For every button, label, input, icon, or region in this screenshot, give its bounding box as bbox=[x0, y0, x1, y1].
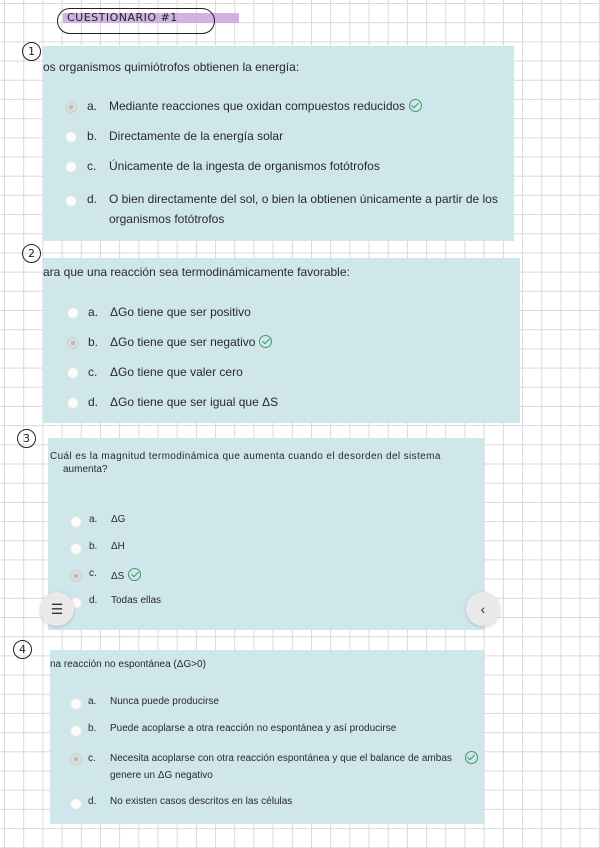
option-text: Todas ellas bbox=[111, 595, 162, 606]
radio[interactable] bbox=[65, 131, 77, 143]
radio-selected[interactable] bbox=[67, 337, 79, 349]
option-1b[interactable]: b. Directamente de la energía solar bbox=[65, 129, 283, 143]
option-text: ΔGo tiene que valer cero bbox=[110, 365, 243, 379]
option-1c[interactable]: c. Únicamente de la ingesta de organismos fotótrofos bbox=[65, 159, 380, 173]
radio-selected[interactable] bbox=[70, 753, 82, 765]
option-text: ΔGo tiene que ser igual que ΔS bbox=[110, 395, 279, 409]
correct-check-icon bbox=[465, 751, 478, 764]
option-text: Mediante reacciones que oxidan compuestos reducidos bbox=[109, 99, 406, 113]
option-3b[interactable]: b. ΔH bbox=[70, 541, 125, 555]
radio[interactable] bbox=[70, 543, 82, 555]
question-card-1 bbox=[43, 46, 514, 241]
option-3c[interactable]: c. ΔS bbox=[70, 568, 141, 582]
correct-check-icon bbox=[409, 99, 422, 112]
list-icon[interactable]: ☰ bbox=[40, 592, 74, 626]
option-2a[interactable]: a. ΔGo tiene que ser positivo bbox=[67, 305, 251, 319]
title-annotation bbox=[57, 8, 215, 33]
option-4b[interactable]: b. Puede acoplarse a otra reacción no espontánea y así producirse bbox=[70, 723, 396, 737]
option-1d[interactable]: d. O bien directamente del sol, o bien la obtienen únicamente a partir de los organismos fotótrofos bbox=[65, 189, 505, 229]
radio[interactable] bbox=[70, 798, 82, 810]
radio-selected[interactable] bbox=[70, 570, 82, 582]
question-prompt: ara que una reacción sea termodinámicamente favorable: bbox=[43, 265, 350, 279]
chevron-left-icon[interactable]: ‹ bbox=[466, 592, 500, 626]
option-text: ΔS bbox=[111, 571, 125, 582]
radio[interactable] bbox=[67, 307, 79, 319]
radio-selected[interactable] bbox=[65, 101, 77, 113]
option-2c[interactable]: c. ΔGo tiene que valer cero bbox=[67, 365, 243, 379]
correct-check-icon bbox=[128, 568, 141, 581]
radio[interactable] bbox=[70, 725, 82, 737]
page-title: CUESTIONARIO #1 bbox=[67, 11, 178, 24]
option-3d[interactable]: d. Todas ellas bbox=[70, 595, 161, 609]
option-text: Puede acoplarse a otra reacción no espontánea y así producirse bbox=[110, 723, 397, 734]
question-number-1: 1 bbox=[22, 42, 41, 61]
option-text: O bien directamente del sol, o bien la obtienen únicamente a partir de los organismos fotótrofos bbox=[108, 192, 498, 226]
question-prompt: na reacción no espontánea (ΔG>0) bbox=[50, 659, 206, 670]
option-4a[interactable]: a. Nunca puede producirse bbox=[70, 696, 219, 710]
radio[interactable] bbox=[65, 161, 77, 173]
option-1a[interactable]: a. Mediante reacciones que oxidan compuestos reducidos bbox=[65, 99, 422, 113]
radio[interactable] bbox=[67, 397, 79, 409]
question-card-4 bbox=[50, 650, 484, 824]
radio[interactable] bbox=[70, 698, 82, 710]
question-prompt: os organismos quimiótrofos obtienen la energía: bbox=[43, 60, 300, 74]
question-number-4: 4 bbox=[13, 640, 32, 659]
question-prompt: Cuál es la magnitud termodinámica que aumenta cuando el desorden del sistema bbox=[50, 451, 441, 462]
question-number-3: 3 bbox=[17, 429, 36, 448]
question-prompt-continued: aumenta? bbox=[63, 464, 108, 475]
correct-check-icon bbox=[259, 335, 272, 348]
option-text: Únicamente de la ingesta de organismos fotótrofos bbox=[109, 159, 380, 173]
radio[interactable] bbox=[70, 516, 82, 528]
option-text: Directamente de la energía solar bbox=[109, 129, 284, 143]
option-4d[interactable]: d. No existen casos descritos en las células bbox=[70, 796, 292, 810]
option-text: Necesita acoplarse con otra reacción espontánea y que el balance de ambas genere un ΔG negativo bbox=[110, 753, 452, 781]
option-2b[interactable]: b. ΔGo tiene que ser negativo bbox=[67, 335, 272, 349]
option-text: ΔGo tiene que ser negativo bbox=[110, 335, 256, 349]
option-text: Nunca puede producirse bbox=[110, 696, 219, 707]
option-4c[interactable]: c. Necesita acoplarse con otra reacción espontánea y que el balance de ambas genere un ΔG negativo bbox=[70, 750, 478, 784]
option-text: ΔH bbox=[111, 541, 125, 552]
radio[interactable] bbox=[67, 367, 79, 379]
option-text: ΔGo tiene que ser positivo bbox=[110, 305, 251, 319]
option-text: No existen casos descritos en las células bbox=[110, 796, 293, 807]
question-card-2 bbox=[43, 258, 520, 423]
option-text: ΔG bbox=[111, 514, 126, 525]
radio[interactable] bbox=[65, 195, 77, 207]
option-3a[interactable]: a. ΔG bbox=[70, 514, 125, 528]
question-card-3 bbox=[48, 438, 484, 630]
option-2d[interactable]: d. ΔGo tiene que ser igual que ΔS bbox=[67, 395, 278, 409]
question-number-2: 2 bbox=[22, 244, 41, 263]
